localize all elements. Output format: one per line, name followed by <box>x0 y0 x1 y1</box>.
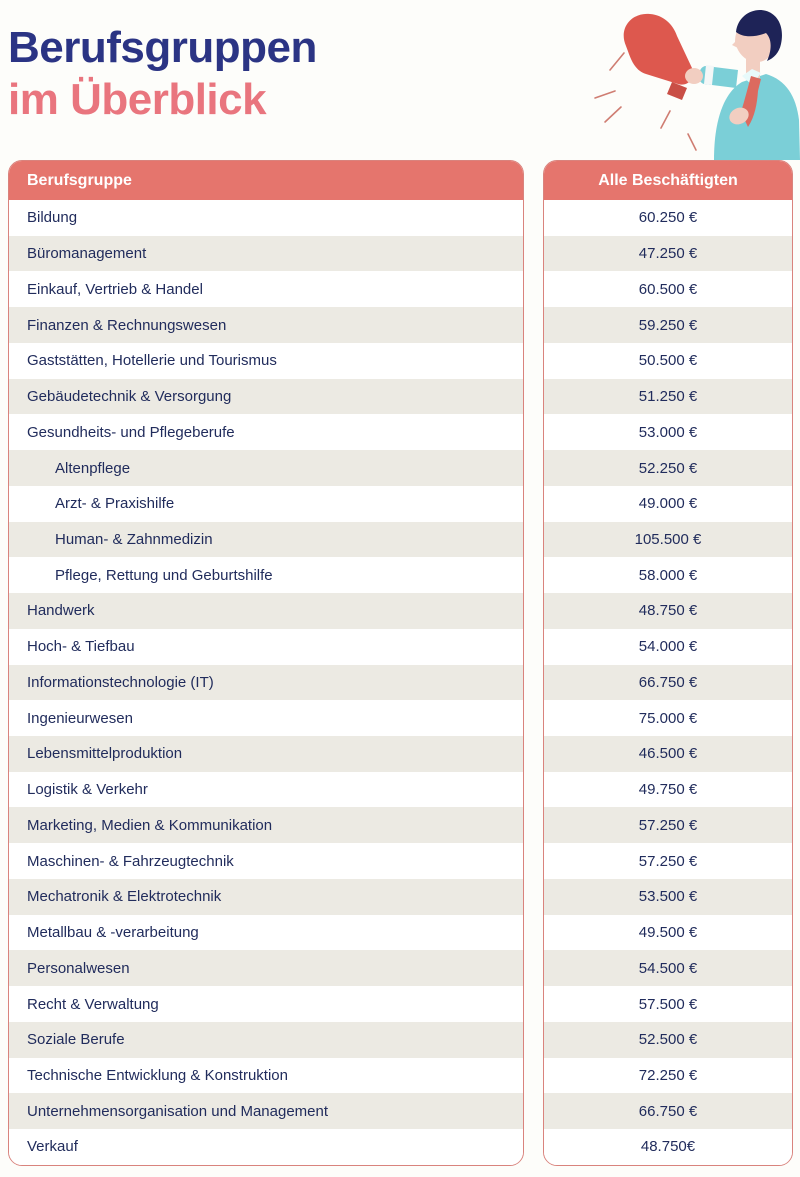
table-row-value: 51.250 € <box>544 379 792 415</box>
table-row-label: Gebäudetechnik & Versorgung <box>9 379 523 415</box>
table-row-label: Personalwesen <box>9 950 523 986</box>
table-row-label: Recht & Verwaltung <box>9 986 523 1022</box>
page-title-line2: im Überblick <box>8 75 267 124</box>
page-title-line1: Berufsgruppen <box>8 23 317 72</box>
table-row-value: 66.750 € <box>544 1093 792 1129</box>
table-row-label: Büromanagement <box>9 236 523 272</box>
table-row-label: Soziale Berufe <box>9 1022 523 1058</box>
berufsgruppe-rows <box>9 200 523 1165</box>
table-row-value: 59.250 € <box>544 307 792 343</box>
table-row-label: Mechatronik & Elektrotechnik <box>9 879 523 915</box>
person-figure <box>685 10 800 160</box>
table-row-label: Metallbau & -verarbeitung <box>9 915 523 951</box>
table-row-label: Gaststätten, Hotellerie und Tourismus <box>9 343 523 379</box>
table-row-value: 54.000 € <box>544 629 792 665</box>
table-row-value: 57.250 € <box>544 807 792 843</box>
table-row-label: Handwerk <box>9 593 523 629</box>
table-row-value: 53.000 € <box>544 414 792 450</box>
table-row-value: 47.250 € <box>544 236 792 272</box>
table-row-label: Technische Entwicklung & Konstruktion <box>9 1058 523 1094</box>
table-row-value: 105.500 € <box>544 522 792 558</box>
megaphone-person-illustration <box>588 6 800 160</box>
megaphone-icon <box>624 14 693 100</box>
table-row-value: 58.000 € <box>544 557 792 593</box>
table-row-value: 49.000 € <box>544 486 792 522</box>
table-row-label: Pflege, Rettung und Geburtshilfe <box>9 557 523 593</box>
table-row-value: 52.500 € <box>544 1022 792 1058</box>
table-row-label: Ingenieurwesen <box>9 700 523 736</box>
table-row-label: Informationstechnologie (IT) <box>9 665 523 701</box>
table-row-label: Finanzen & Rechnungswesen <box>9 307 523 343</box>
table-row-value: 57.500 € <box>544 986 792 1022</box>
table-row-label: Arzt- & Praxishilfe <box>9 486 523 522</box>
table-row-label: Hoch- & Tiefbau <box>9 629 523 665</box>
table-row-label: Bildung <box>9 200 523 236</box>
table-row-value: 53.500 € <box>544 879 792 915</box>
table-row-label: Lebensmittelproduktion <box>9 736 523 772</box>
table-row-label: Maschinen- & Fahrzeugtechnik <box>9 843 523 879</box>
salary-column-header: Alle Beschäftigten <box>544 161 792 200</box>
table-row-value: 66.750 € <box>544 665 792 701</box>
table-row-value: 72.250 € <box>544 1058 792 1094</box>
table-row-value: 48.750€ <box>544 1129 792 1165</box>
table-row-value: 50.500 € <box>544 343 792 379</box>
table-row-label: Einkauf, Vertrieb & Handel <box>9 271 523 307</box>
berufsgruppe-column-header: Berufsgruppe <box>9 161 523 200</box>
table-row-label: Altenpflege <box>9 450 523 486</box>
table-row-label: Verkauf <box>9 1129 523 1165</box>
table-row-value: 54.500 € <box>544 950 792 986</box>
table-row-value: 60.500 € <box>544 271 792 307</box>
berufsgruppe-panel <box>8 160 524 1166</box>
table-row-value: 49.500 € <box>544 915 792 951</box>
table-row-value: 48.750 € <box>544 593 792 629</box>
table-row-label: Human- & Zahnmedizin <box>9 522 523 558</box>
salary-rows <box>544 200 792 1165</box>
table-row-value: 57.250 € <box>544 843 792 879</box>
table-row-value: 60.250 € <box>544 200 792 236</box>
table-row-label: Marketing, Medien & Kommunikation <box>9 807 523 843</box>
page-title <box>8 22 317 126</box>
salary-panel <box>543 160 793 1166</box>
table-row-value: 46.500 € <box>544 736 792 772</box>
table-row-label: Gesundheits- und Pflegeberufe <box>9 414 523 450</box>
table-row-value: 75.000 € <box>544 700 792 736</box>
table-row-label: Unternehmensorganisation und Management <box>9 1093 523 1129</box>
table-row-value: 52.250 € <box>544 450 792 486</box>
table-row-value: 49.750 € <box>544 772 792 808</box>
table-row-label: Logistik & Verkehr <box>9 772 523 808</box>
